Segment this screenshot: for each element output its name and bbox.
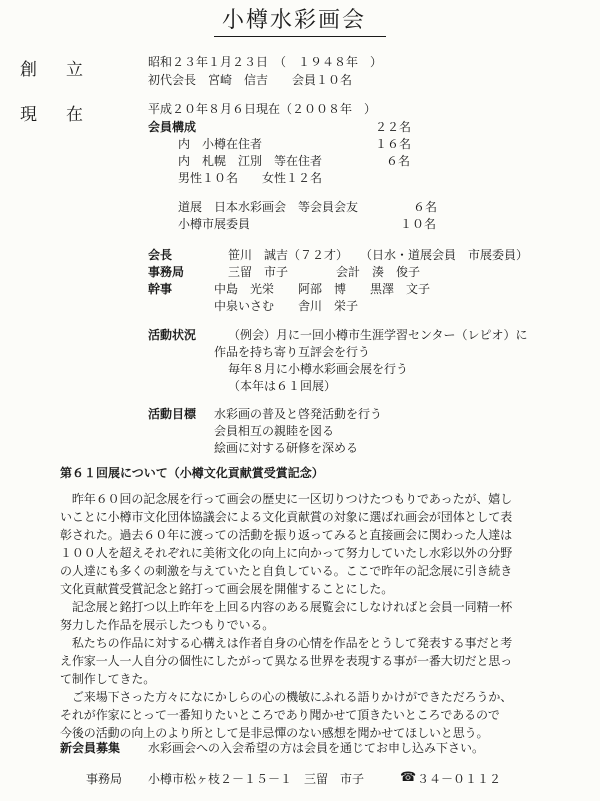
composition-row-value: ６名 [386, 154, 411, 168]
composition-row: 道展 日本水彩画会 等会員会友 [178, 200, 359, 214]
officer-role: 幹事 [148, 282, 173, 296]
composition-row: 小樽市展委員 [178, 217, 251, 231]
activities-line: 作品を持ち寄り互評会を行う [214, 345, 371, 359]
goals-line: 絵画に対する研修を深める [214, 441, 359, 455]
exhibition-heading: 第６１回展について（小樽文化貢献賞受賞記念） [60, 466, 324, 480]
body-line: 文化貢献賞受賞記念と銘打って画会展を開催することにした。 [60, 582, 394, 596]
founding-first-chair: 初代会長 宮崎 信吉 会員１０名 [148, 73, 353, 87]
body-line: の人達にも多くの刺激を与えていたと自負している。ここで昨年の記念展に引き続き [60, 564, 513, 578]
officer-role: 事務局 [148, 265, 185, 279]
composition-row: 内 小樽在住者 [178, 137, 263, 151]
page-title: 小樽水彩画会 [222, 8, 367, 33]
officer-role: 会長 [148, 248, 173, 262]
body-line: いことに小樽市文化団体協議会による文化貢献賞の対象に選ばれ画会が団体として表 [60, 510, 513, 524]
composition-total: ２２名 [375, 120, 412, 134]
body-line: え作家一人一人自分の個性にしたがって異なる世界を表現する事が一番大切だと思っ [60, 654, 513, 668]
composition-row: 内 札幌 江別 等在住者 [178, 154, 323, 168]
current-as-of: 平成２０年８月６日現在（２００８年 ） [148, 102, 377, 116]
composition-row-value: ６名 [413, 200, 438, 214]
body-line: ご来場下さった方々になにかしらの心の機敏にふれる語りかけができただろうか、 [60, 690, 513, 704]
title-underline [214, 36, 386, 37]
office-phone: ３４－０１１２ [417, 772, 502, 786]
activities-line: （本年は６１回展） [228, 379, 337, 393]
officer-names: 中島 光栄 阿部 博 黒澤 文子 [214, 282, 431, 296]
body-line: １００人を超えそれぞれに美術文化の向上に向かって努力していたし水彩以外の分野 [60, 546, 513, 560]
office-address: 小樽市松ヶ枝２－１５－１ 三留 市子 [148, 772, 365, 786]
officer-names: 三留 市子 会計 湊 俊子 [228, 265, 421, 279]
composition-label: 会員構成 [148, 120, 197, 134]
body-line: 私たちの作品に対する心構えは作者自身の心情を作品をとうして発表する事だと考 [60, 636, 513, 650]
officer-names: 中泉いさむ 舎川 栄子 [214, 299, 359, 313]
body-line: 昨年６０回の記念展を行って画会の歴史に一区切りつけたつもりであったが、嬉し [60, 492, 513, 506]
activities-line: （例会）月に一回小樽市生涯学習センター（レピオ）に [228, 328, 528, 342]
goals-line: 会員相互の親睦を図る [214, 424, 335, 438]
composition-row: 男性１０名 女性１２名 [178, 171, 323, 185]
composition-row-value: １６名 [375, 137, 412, 151]
telephone-icon: ☎ [400, 770, 417, 785]
goals-label: 活動目標 [148, 407, 197, 421]
body-line: 彰された。過去６０年に渡っての活動を振り返ってみると直接画会に関わった人達は [60, 528, 513, 542]
current-label: 現 在 [20, 105, 89, 125]
body-line: て制作してきた。 [60, 672, 156, 686]
recruit-text: 水彩画会への入会希望の方は会員を通じてお申し込み下さい。 [148, 741, 485, 755]
founding-label: 創 立 [20, 60, 89, 80]
founding-date: 昭和２３年１月２３日 （ １９４８年 ） [148, 55, 383, 69]
body-line: 努力した作品を展示したつもりでいる。 [60, 618, 275, 632]
goals-line: 水彩画の普及と啓発活動を行う [214, 407, 383, 421]
body-line: 記念展と銘打つ以上昨年を上回る内容のある展覧会にしなければと会員一同精一杯 [60, 600, 513, 614]
officer-names: 笹川 誠吉（７２才） （日水・道展会員 市展委員） [228, 248, 529, 262]
activities-line: 毎年８月に小樽水彩画会展を行う [228, 362, 409, 376]
office-label: 事務局 [86, 772, 123, 786]
recruit-label: 新会員募集 [60, 741, 121, 755]
body-line: それが作家にとって一番知りたいところであり聞かせて頂きたいところであるので [60, 708, 500, 722]
body-line: 今後の活動の向上のより所として是非忌憚のない感想を聞かせてほしいと思う。 [60, 726, 489, 740]
activities-label: 活動状況 [148, 328, 197, 342]
composition-row-value: １０名 [400, 217, 437, 231]
